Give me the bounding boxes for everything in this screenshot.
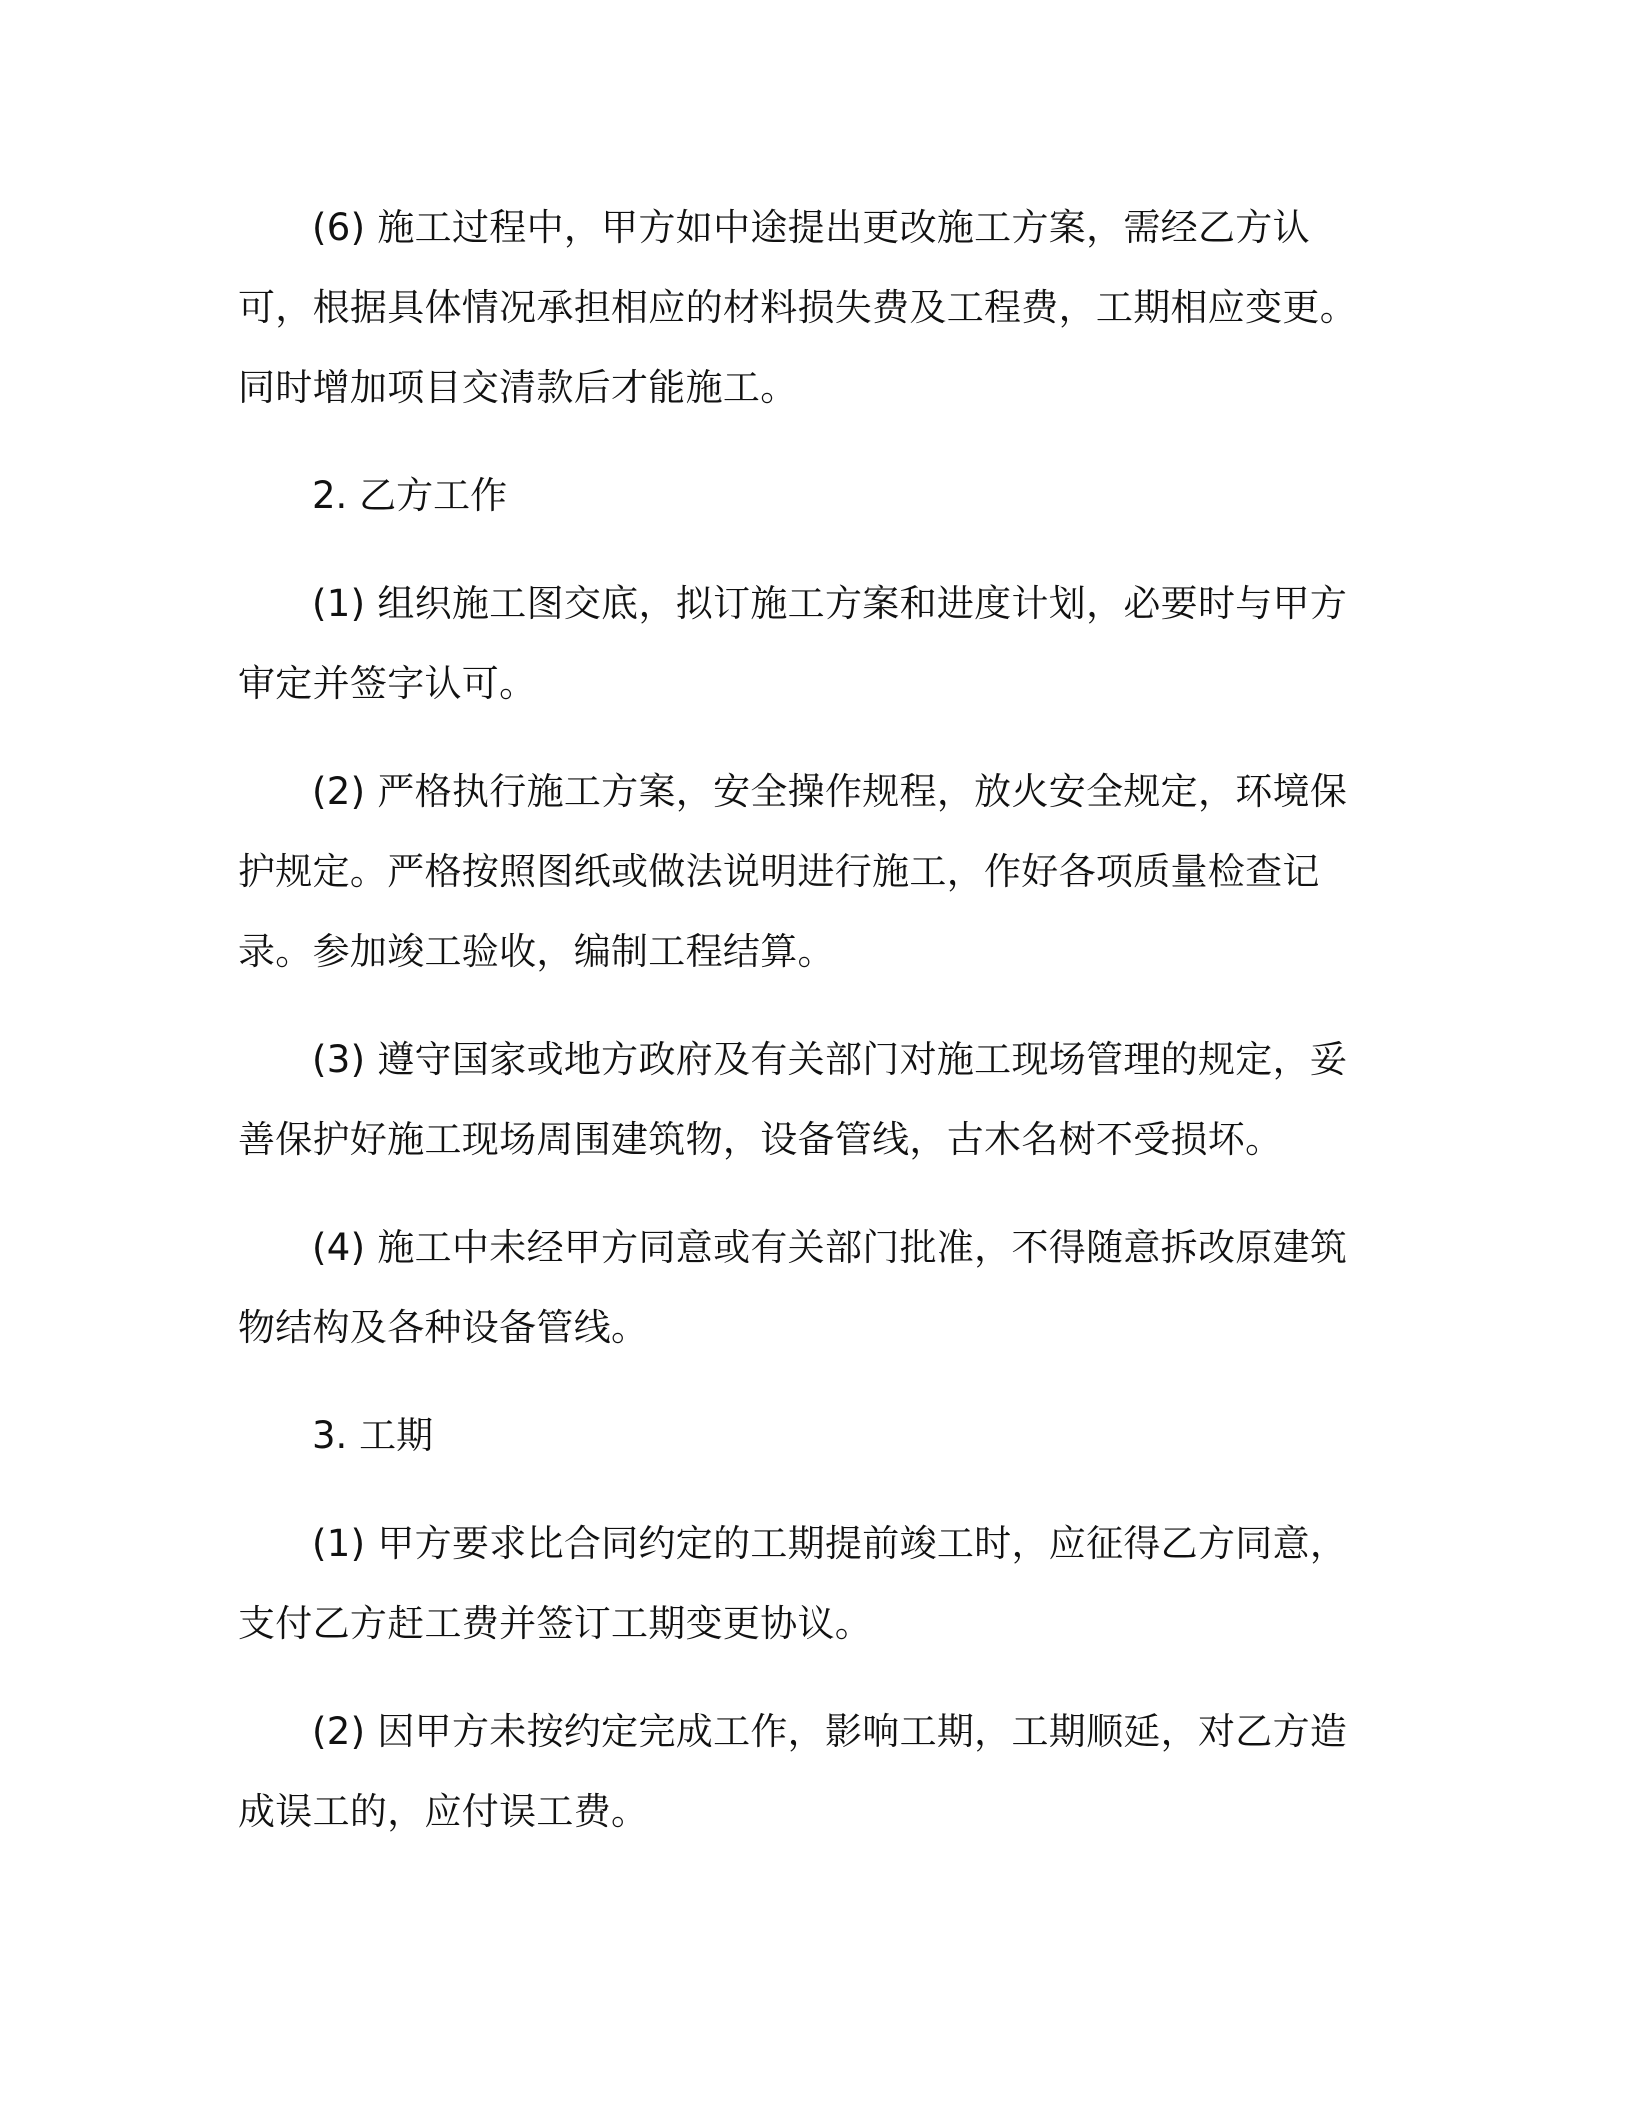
paragraph-1-early-completion: (1) 甲方要求比合同约定的工期提前竣工时，应征得乙方同意，支付乙方赶工费并签订工期变更协议。	[238, 1522, 1348, 1645]
paragraph-1-organize-drawings: (1) 组织施工图交底，拟订施工方案和进度计划，必要时与甲方审定并签字认可。	[238, 582, 1348, 705]
paragraph-2-execute-plan: (2) 严格执行施工方案，安全操作规程，放火安全规定，环境保护规定。严格按照图纸或做法说明进行施工，作好各项质量检查记录。参加竣工验收，编制工程结算。	[238, 770, 1348, 973]
paragraph-3-site-rules: (3) 遵守国家或地方政府及有关部门对施工现场管理的规定，妥善保护好施工现场周围建筑物，设备管线，古木名树不受损坏。	[238, 1038, 1348, 1161]
paragraph-spacer	[238, 1180, 1378, 1208]
paragraph-spacer	[238, 1476, 1378, 1504]
paragraph-spacer	[238, 992, 1378, 1020]
paragraph-2-delay-compensation: (2) 因甲方未按约定完成工作，影响工期，工期顺延，对乙方造成误工的，应付误工费。	[238, 1710, 1348, 1833]
paragraph-spacer	[238, 1368, 1378, 1396]
paragraph-spacer	[238, 724, 1378, 752]
paragraph-spacer	[238, 536, 1378, 564]
paragraph-4-no-alteration: (4) 施工中未经甲方同意或有关部门批准，不得随意拆改原建筑物结构及各种设备管线。	[238, 1226, 1348, 1349]
paragraph-spacer	[238, 428, 1378, 456]
document-body	[238, 188, 1378, 1852]
paragraph-6-change-plan: (6) 施工过程中，甲方如中途提出更改施工方案，需经乙方认可，根据具体情况承担相应的材料损失费及工程费，工期相应变更。同时增加项目交清款后才能施工。	[238, 206, 1357, 409]
section-heading-schedule: 3. 工期	[312, 1414, 434, 1457]
section-heading-party-b-work: 2. 乙方工作	[312, 474, 508, 517]
paragraph-spacer	[238, 1664, 1378, 1692]
